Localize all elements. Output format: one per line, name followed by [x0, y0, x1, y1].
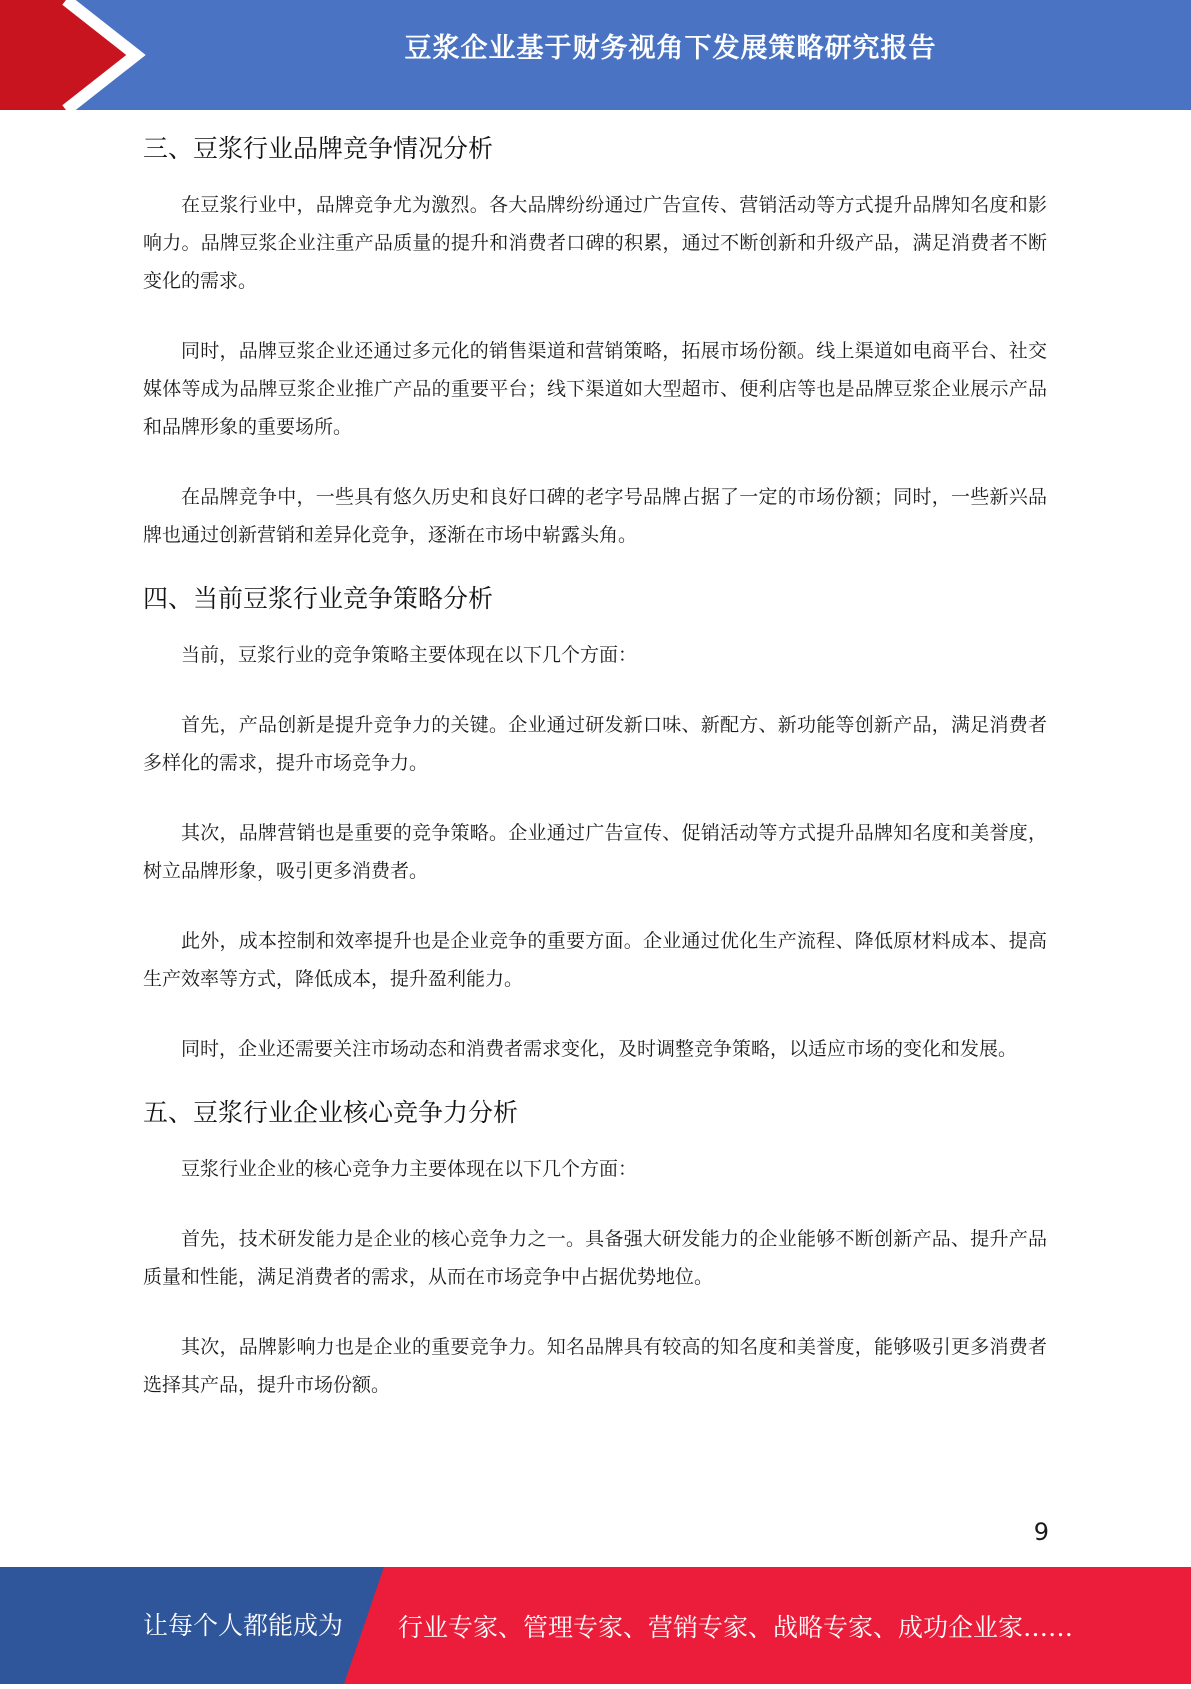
footer-slogan-left: 让每个人都能成为: [143, 1611, 344, 1640]
paragraph: 在豆浆行业中，品牌竞争尤为激烈。各大品牌纷纷通过广告宣传、营销活动等方式提升品牌知名度和影响力。品牌豆浆企业注重产品质量的提升和消费者口碑的积累，通过不断创新和升级产品，满足消费者不断变化的需求。: [143, 194, 1047, 292]
page-number: 9: [1033, 1518, 1049, 1546]
paragraph: 其次，品牌营销也是重要的竞争策略。企业通过广告宣传、促销活动等方式提升品牌知名度和美誉度，树立品牌形象，吸引更多消费者。: [143, 822, 1047, 882]
paragraph: 同时，品牌豆浆企业还通过多元化的销售渠道和营销策略，拓展市场份额。线上渠道如电商平台、社交媒体等成为品牌豆浆企业推广产品的重要平台；线下渠道如大型超市、便利店等也是品牌豆浆企业展示产品和品牌形象的重要场所。: [143, 340, 1047, 438]
paragraph: 首先，产品创新是提升竞争力的关键。企业通过研发新口味、新配方、新功能等创新产品，满足消费者多样化的需求，提升市场竞争力。: [143, 714, 1047, 774]
paragraph: 此外，成本控制和效率提升也是企业竞争的重要方面。企业通过优化生产流程、降低原材料成本、提高生产效率等方式，降低成本，提升盈利能力。: [143, 930, 1047, 990]
document-title: 豆浆企业基于财务视角下发展策略研究报告: [404, 33, 937, 64]
footer-slogan-right: 行业专家、管理专家、营销专家、战略专家、成功企业家……: [398, 1613, 1074, 1642]
page-header: [0, 0, 1191, 110]
section-core-competitiveness: [143, 1090, 1047, 1404]
paragraph: 首先，技术研发能力是企业的核心竞争力之一。具备强大研发能力的企业能够不断创新产品、提升产品质量和性能，满足消费者的需求，从而在市场竞争中占据优势地位。: [143, 1228, 1047, 1288]
paragraph: 其次，品牌影响力也是企业的重要竞争力。知名品牌具有较高的知名度和美誉度，能够吸引更多消费者选择其产品，提升市场份额。: [143, 1336, 1047, 1396]
chevron-banner-icon: [0, 0, 160, 110]
section-heading: 四、当前豆浆行业竞争策略分析: [143, 584, 494, 613]
section-competition-strategy: [143, 576, 1047, 1068]
paragraph: 同时，企业还需要关注市场动态和消费者需求变化，及时调整竞争策略，以适应市场的变化和发展。: [181, 1038, 1018, 1060]
section-heading: 五、豆浆行业企业核心竞争力分析: [143, 1098, 519, 1127]
paragraph: 当前，豆浆行业的竞争策略主要体现在以下几个方面：: [181, 644, 638, 666]
section-heading: 三、豆浆行业品牌竞争情况分析: [143, 134, 494, 163]
page-footer: [0, 1567, 1191, 1684]
section-brand-competition: [143, 126, 1047, 554]
paragraph: 在品牌竞争中，一些具有悠久历史和良好口碑的老字号品牌占据了一定的市场份额；同时，一些新兴品牌也通过创新营销和差异化竞争，逐渐在市场中崭露头角。: [143, 486, 1047, 546]
main-content: [143, 126, 1047, 1436]
paragraph: 豆浆行业企业的核心竞争力主要体现在以下几个方面：: [181, 1158, 638, 1180]
